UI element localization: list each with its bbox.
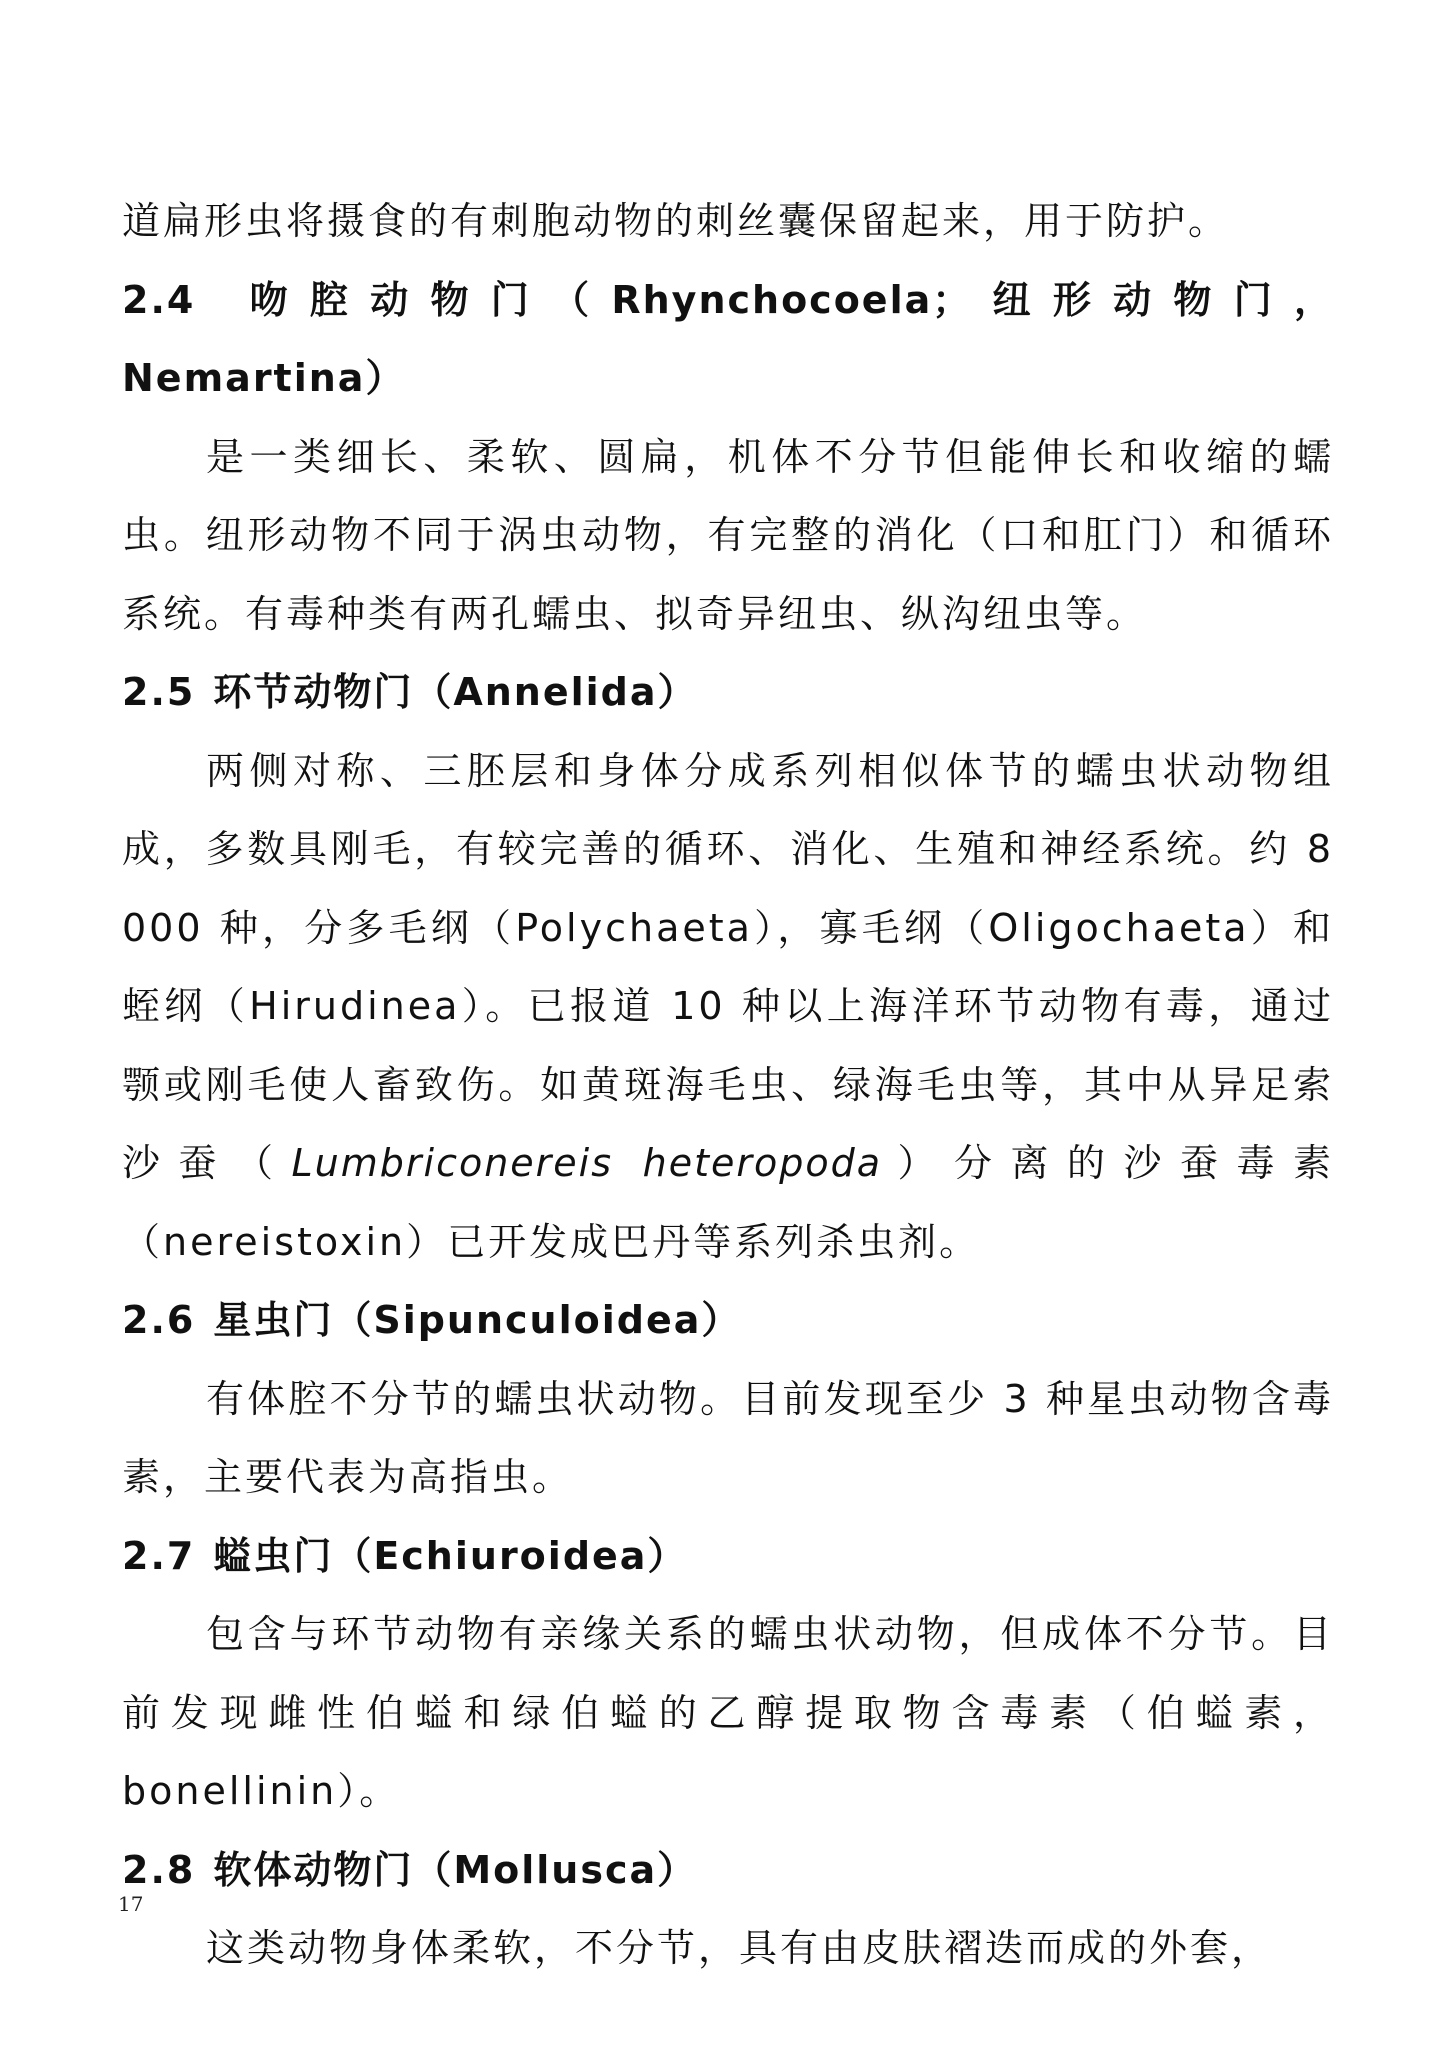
section-heading-2-5	[122, 653, 1334, 732]
continuation-paragraph: 道扁形虫将摄食的有刺胞动物的刺丝囊保留起来，用于防护。	[122, 199, 1230, 243]
section-number: 2.6	[122, 1298, 196, 1342]
page-body	[122, 182, 1334, 1988]
section-paragraph-2-6: 有体腔不分节的蠕虫状动物。目前发现至少 3 种星虫动物含毒素，主要代表为高指虫。	[122, 1376, 1334, 1499]
section-title: 星虫门（Sipunculoidea）	[213, 1298, 742, 1342]
section-paragraph-2-5	[122, 732, 1334, 1282]
page-number: 17	[118, 1892, 144, 1916]
section-paragraph-2-7: 包含与环节动物有亲缘关系的蠕虫状动物，但成体不分节。目前发现雌性伯螠和绿伯螠的乙醇提取物含毒素（伯螠素，bonellinin）。	[122, 1612, 1334, 1813]
section-title: 螠虫门（Echiuroidea）	[213, 1533, 688, 1578]
section-number: 2.5	[122, 670, 196, 714]
paragraph-text: ）分离的沙蚕毒素（nereistoxin）已开发成巴丹等系列杀虫剂。	[122, 1141, 1334, 1264]
section-number: 2.8	[122, 1847, 196, 1892]
section-number: 2.4	[122, 277, 196, 322]
species-name-italic: Lumbriconereis heteropoda	[291, 1141, 883, 1185]
section-heading-2-8	[122, 1831, 1334, 1910]
section-number: 2.7	[122, 1533, 196, 1578]
section-heading-2-4	[122, 261, 1334, 418]
section-title: 软体动物门（Mollusca）	[213, 1847, 698, 1892]
section-title: 吻腔动物门（Rhynchocoela；纽形动物门，Nemartina）	[122, 277, 1334, 400]
section-heading-2-7	[122, 1517, 1334, 1596]
section-title: 环节动物门（Annelida）	[213, 670, 698, 714]
section-paragraph-2-4: 是一类细长、柔软、圆扁，机体不分节但能伸长和收缩的蠕虫。纽形动物不同于涡虫动物，有完整的消化（口和肛门）和循环系统。有毒种类有两孔蠕虫、拟奇异纽虫、纵沟纽虫等。	[122, 434, 1334, 636]
section-paragraph-2-8: 这类动物身体柔软，不分节，具有由皮肤褶迭而成的外套，	[206, 1926, 1273, 1970]
paragraph-text: 两侧对称、三胚层和身体分成系列相似体节的蠕虫状动物组成，多数具刚毛，有较完善的循环、消化、生殖和神经系统。约 8 000 种，分多毛纲（Polychaeta），寡毛纲（Oligochaeta）和蛭纲（Hirudinea）。已报道 10 种以上海洋环节动物有毒，通过颚或刚毛使人畜致伤。如黄斑海毛虫、绿海毛虫等，其中从异足索沙蚕（	[122, 748, 1334, 1185]
section-heading-2-6	[122, 1281, 1334, 1360]
